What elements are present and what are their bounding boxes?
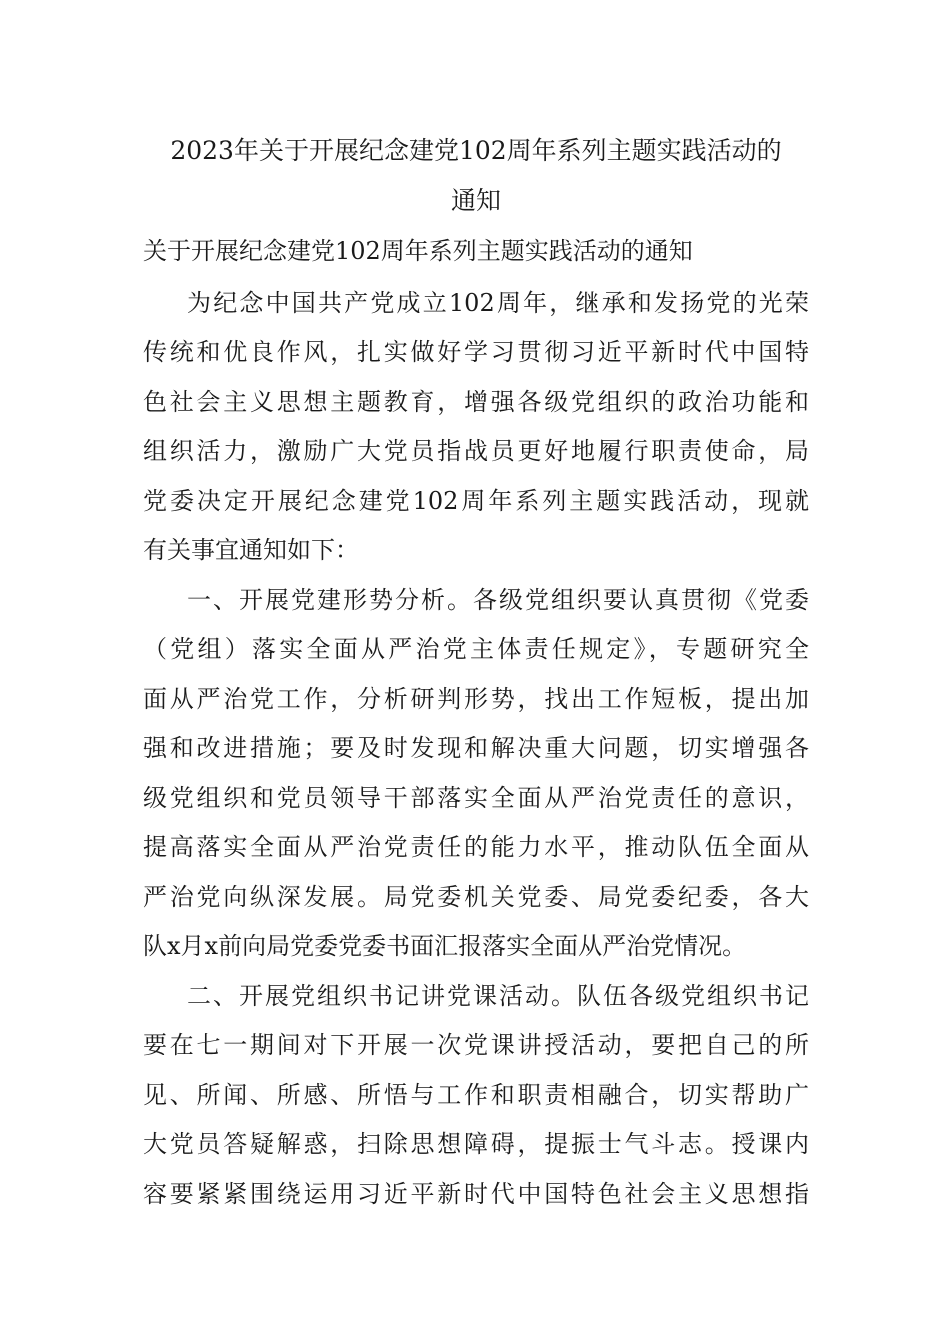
- body-line: 面从严治党工作，分析研判形势，找出工作短板，提出加: [143, 685, 809, 713]
- body-line: 党委决定开展纪念建党102周年系列主题实践活动，现就: [143, 487, 809, 515]
- body-line: 严治党向纵深发展。局党委机关党委、局党委纪委，各大: [143, 883, 809, 911]
- body-line: 传统和优良作风，扎实做好学习贯彻习近平新时代中国特: [143, 338, 809, 366]
- body-line: 有关事宜通知如下：: [143, 536, 359, 564]
- body-line: （党组）落实全面从严治党主体责任规定》，专题研究全: [143, 635, 809, 663]
- body-line: 强和改进措施；要及时发现和解决重大问题，切实增强各: [143, 734, 809, 762]
- body-line: 容要紧紧围绕运用习近平新时代中国特色社会主义思想指: [143, 1180, 809, 1208]
- body-line: 要在七一期间对下开展一次党课讲授活动，要把自己的所: [143, 1031, 809, 1059]
- body-line: 色社会主义思想主题教育，增强各级党组织的政治功能和: [143, 388, 809, 416]
- body-line: 队x月x前向局党委党委书面汇报落实全面从严治党情况。: [143, 932, 747, 960]
- body-line: 见、所闻、所感、所悟与工作和职责相融合，切实帮助广: [143, 1081, 809, 1109]
- body-line: 级党组织和党员领导干部落实全面从严治党责任的意识，: [143, 784, 809, 812]
- document-subtitle: 关于开展纪念建党102周年系列主题实践活动的通知: [143, 237, 693, 265]
- document-title-line-2: 通知: [450, 186, 501, 215]
- body-line: 提高落实全面从严治党责任的能力水平，推动队伍全面从: [143, 833, 809, 861]
- body-line: 大党员答疑解惑，扫除思想障碍，提振士气斗志。授课内: [143, 1130, 809, 1158]
- body-line: 一、开展党建形势分析。各级党组织要认真贯彻《党委: [187, 586, 809, 614]
- document-title-line-1: 2023年关于开展纪念建党102周年系列主题实践活动的: [170, 136, 782, 165]
- body-line: 二、开展党组织书记讲党课活动。队伍各级党组织书记: [187, 982, 809, 1010]
- body-line: 组织活力，激励广大党员指战员更好地履行职责使命，局: [143, 437, 809, 465]
- body-line: 为纪念中国共产党成立102周年，继承和发扬党的光荣: [187, 289, 809, 317]
